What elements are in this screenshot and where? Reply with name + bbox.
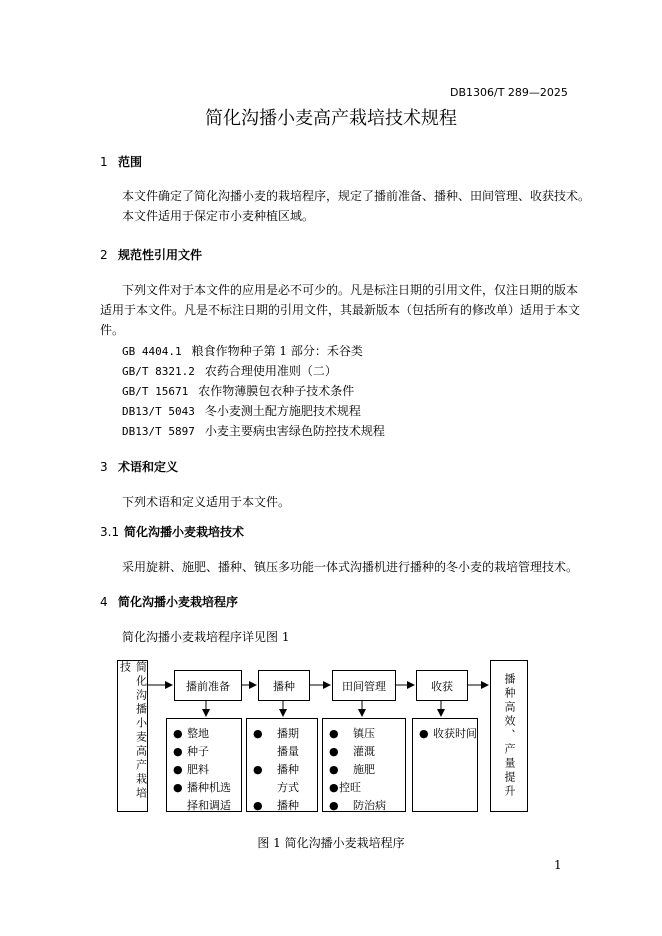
- bullet-icon: ●: [329, 727, 339, 740]
- flow-step-box: [258, 670, 310, 701]
- section-3-paragraph: 下列术语和定义适用于本文件。: [122, 495, 291, 509]
- detail-item: ● 收获时间: [419, 725, 477, 743]
- bullet-icon: ●: [419, 727, 429, 740]
- reference-code: GB/T 15671: [122, 385, 189, 398]
- section-1-paragraph-2: 本文件适用于保定市小麦种植区域。: [122, 209, 315, 223]
- detail-box-harvest: [412, 718, 478, 812]
- detail-item-continued: 方式: [277, 781, 299, 794]
- detail-item: ● 施肥: [329, 761, 405, 779]
- section-number: 3: [100, 460, 108, 474]
- flow-step-label: 播种: [273, 679, 295, 693]
- section-number: 1: [100, 155, 108, 169]
- standard-number: DB1306/T 289—2025: [450, 86, 568, 99]
- section-title: 规范性引用文件: [118, 248, 203, 262]
- detail-item-continued: 择和调适: [187, 799, 231, 812]
- flow-step-box: [174, 670, 242, 701]
- bullet-icon: ●: [253, 727, 263, 740]
- section-2-paragraph-line-3: 件。: [100, 323, 125, 337]
- detail-item: ● 镇压: [329, 725, 405, 743]
- section-2-paragraph-line-2: 适用于本文件。凡是不标注日期的引用文件，其最新版本（包括所有的修改单）适用于本文: [100, 303, 581, 317]
- reference-title: 农作物薄膜包衣种子技术条件: [198, 384, 355, 398]
- bullet-icon: ●: [329, 799, 339, 812]
- detail-item: ● 防治病: [329, 797, 405, 815]
- flow-start-label: 简化沟播小麦高产栽培技: [118, 661, 148, 801]
- bullet-icon: ●: [253, 763, 263, 776]
- reference-code: DB13/T 5043: [122, 405, 195, 418]
- detail-item: ●控旺: [329, 779, 405, 797]
- section-4-paragraph: 简化沟播小麦栽培程序详见图 1: [122, 630, 290, 644]
- detail-box-prep: [166, 718, 242, 812]
- bullet-icon: ●: [329, 763, 339, 776]
- reference-title: 粮食作物种子第 1 部分：禾谷类: [191, 344, 363, 358]
- flow-step-box: [332, 670, 396, 701]
- section-1-paragraph-1: 本文件确定了简化沟播小麦的栽培程序，规定了播前准备、播种、田间管理、收获技术。: [122, 189, 591, 203]
- bullet-icon: ●: [173, 727, 183, 740]
- flow-start-box: [117, 660, 148, 812]
- subsection-number: 3.1: [100, 525, 120, 539]
- document-title: 简化沟播小麦高产栽培技术规程: [205, 108, 457, 129]
- detail-box-field: [322, 718, 406, 812]
- bullet-icon: ●: [173, 781, 183, 794]
- bullet-icon: ●: [173, 763, 183, 776]
- detail-item: ● 整地: [173, 725, 241, 743]
- section-number: 2: [100, 248, 108, 262]
- flow-end-box: [490, 660, 528, 812]
- page-number: 1: [554, 858, 562, 872]
- section-title: 术语和定义: [118, 460, 179, 474]
- flow-step-label: 田间管理: [342, 679, 386, 693]
- flow-step-label: 播前准备: [186, 679, 230, 693]
- section-title: 范围: [118, 155, 143, 169]
- flow-step-label: 收获: [431, 679, 453, 693]
- detail-box-sow: [246, 718, 318, 812]
- detail-item-continued: 播量: [277, 745, 299, 758]
- flow-step-box: [416, 670, 468, 701]
- reference-title: 小麦主要病虫害绿色防控技术规程: [204, 424, 385, 438]
- detail-item: ● 播种机选: [173, 779, 241, 797]
- section-2-paragraph-line-1: 下列文件对于本文件的应用是必不可少的。凡是标注日期的引用文件，仅注日期的版本: [122, 283, 579, 297]
- detail-item: ● 播期: [253, 725, 317, 743]
- reference-code: GB/T 8321.2: [122, 365, 195, 378]
- detail-item: ● 灌溉: [329, 743, 405, 761]
- reference-title: 冬小麦测土配方施肥技术规程: [204, 404, 361, 418]
- subsection-title: 简化沟播小麦栽培技术: [124, 525, 245, 539]
- bullet-icon: ●: [173, 745, 183, 758]
- bullet-icon: ●: [253, 799, 263, 812]
- reference-code: DB13/T 5897: [122, 425, 195, 438]
- detail-item: ● 播种: [253, 761, 317, 779]
- bullet-icon: ●: [329, 781, 339, 794]
- reference-title: 农药合理使用准则（二）: [204, 364, 337, 378]
- figure-caption: 图 1 简化沟播小麦栽培程序: [257, 836, 405, 850]
- section-3-1-paragraph: 采用旋耕、施肥、播种、镇压多功能一体式沟播机进行播种的冬小麦的栽培管理技术。: [122, 560, 579, 574]
- detail-item: ● 肥料: [173, 761, 241, 779]
- bullet-icon: ●: [329, 745, 339, 758]
- reference-code: GB 4404.1: [122, 345, 182, 358]
- section-number: 4: [100, 595, 108, 609]
- detail-item: ● 种子: [173, 743, 241, 761]
- flow-end-label: 播种高效、产量提升: [503, 673, 516, 799]
- detail-item: ● 播种: [253, 797, 317, 815]
- section-title: 简化沟播小麦栽培程序: [118, 595, 239, 609]
